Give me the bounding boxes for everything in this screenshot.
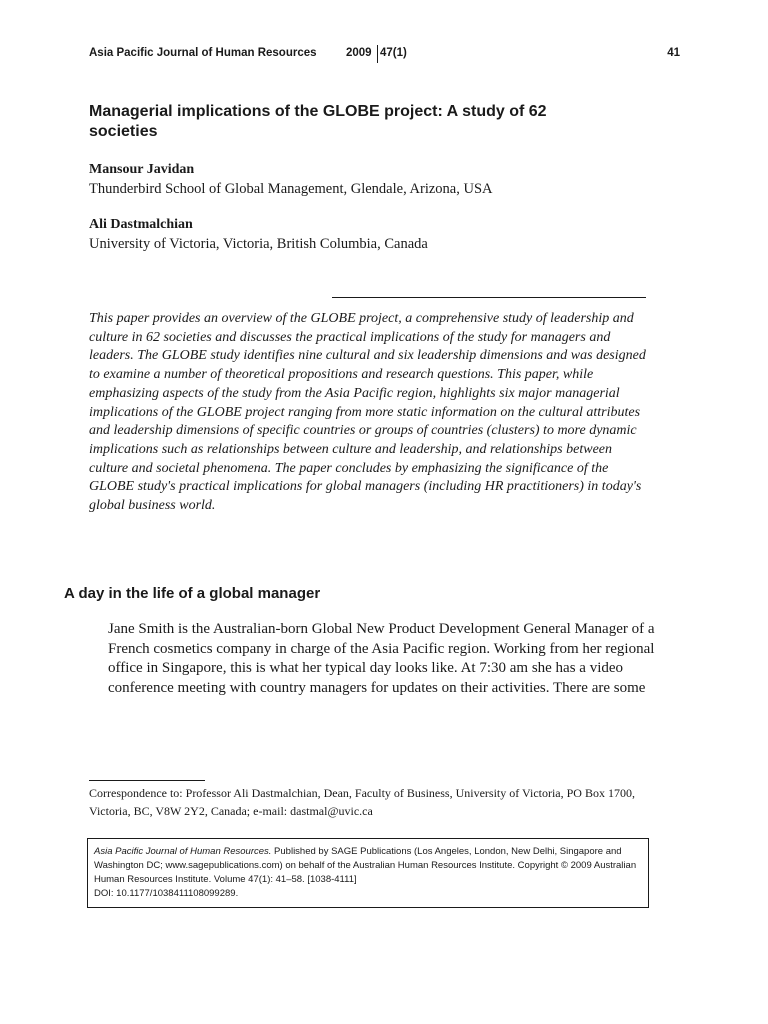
page-number: 41 — [667, 47, 680, 59]
publication-journal: Asia Pacific Journal of Human Resources. — [94, 846, 272, 857]
journal-name: Asia Pacific Journal of Human Resources — [89, 47, 317, 59]
running-header — [89, 45, 680, 63]
publication-details: Published by SAGE Publications (Los Angeles, London, New Delhi, Singapore and Washington DC; www.sagepublications.com) on behalf of the Australian Human Resources Institute. Copyright © 2009 Australian Human Resources Institute. Volume 47(1): 41–58. [1038-4111] — [94, 846, 637, 885]
footnote-rule — [89, 780, 205, 781]
issue-year: 2009 — [346, 47, 372, 59]
abstract-rule — [332, 297, 646, 298]
section-heading: A day in the life of a global manager — [64, 585, 321, 602]
author-affiliation-2: University of Victoria, Victoria, British Columbia, Canada — [89, 236, 428, 252]
publication-info-box — [87, 838, 649, 908]
correspondence-footnote: Correspondence to: Professor Ali Dastmalchian, Dean, Faculty of Business, University of Victoria, PO Box 1700, Victoria, BC, V8W 2Y2, Canada; e-mail: dastmal@uvic.ca — [89, 786, 635, 818]
author-name-2: Ali Dastmalchian — [89, 217, 193, 232]
abstract: This paper provides an overview of the GLOBE project, a comprehensive study of leadership and culture in 62 societies and discusses the practical implications of the study for managers and leaders. The GLOBE study identifies nine cultural and six leadership dimensions and was designed to examine a number of theoretical propositions and research questions. This paper, while emphasizing aspects of the study from the Asia Pacific region, highlights six major managerial implications of the GLOBE project ranging from more static information on the cultural attributes and leadership dimensions of specific countries or groups of countries (clusters) to more dynamic implications such as relationships between culture and leadership, and relationships between culture and societal phenomena. The paper concludes by emphasizing the significance of the GLOBE study's practical implications for global managers (including HR practitioners) in today's global business world. — [89, 311, 646, 514]
header-divider — [377, 45, 378, 63]
author-affiliation-1: Thunderbird School of Global Management, Glendale, Arizona, USA — [89, 181, 493, 197]
body-paragraph: Jane Smith is the Australian-born Global New Product Development General Manager of a French cosmetics company in charge of the Asia Pacific region. Working from her regional office in Singapore, this is what her typical day looks like. At 7:30 am she has a video conference meeting with country managers for updates on their activities. There are some — [108, 621, 655, 696]
publication-doi: DOI: 10.1177/1038411108099289. — [94, 888, 239, 899]
paper-title: Managerial implications of the GLOBE project: A study of 62 societies — [89, 103, 547, 140]
author-name-1: Mansour Javidan — [89, 162, 195, 177]
issue-volume: 47(1) — [380, 47, 407, 59]
